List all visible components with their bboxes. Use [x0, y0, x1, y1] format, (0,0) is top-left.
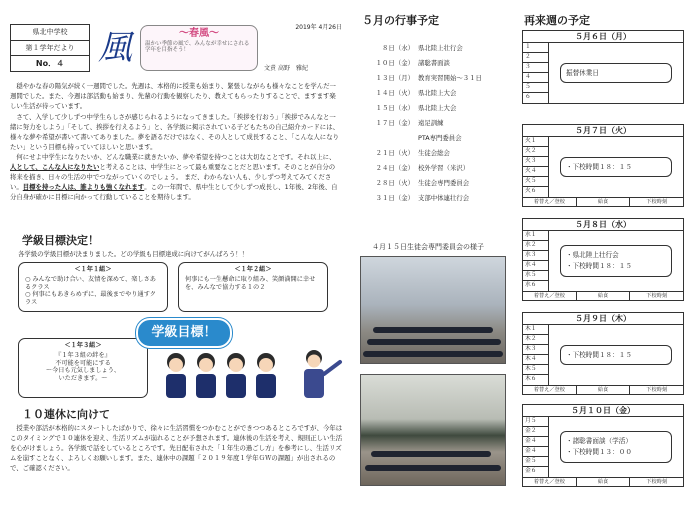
committee-photo-1 — [360, 256, 506, 364]
event-name: 教育実習開始～３１日 — [418, 73, 482, 82]
photo-caption: ４月１５日生徒会専門委員会の様子 — [372, 243, 484, 251]
footer-cell: 下校時刻 — [646, 387, 668, 393]
theme-box — [140, 25, 258, 71]
theme-title: ～春風～ — [179, 28, 219, 39]
intro-paragraph-1: 穏やかな春の陽気が続く一週間でした。先週は、本格的に授業も始まり、緊張しながらも様々なことを学んだ一週間でした。また、今週は部活動も始まり、先輩の行動を観察したり、教えてもらったりすることで、ますます楽しい生活が待っています。 — [10, 82, 336, 110]
period-cell: 水２ — [523, 241, 548, 251]
class3-goal-head: ＜１年３組＞ — [64, 342, 102, 349]
period-cell: 水６ — [525, 282, 537, 289]
period-cell: 火１ — [523, 137, 548, 147]
event-date: １４日（火） — [375, 88, 414, 97]
period-cell: ４ — [523, 73, 548, 83]
goals-subtitle: 各学級の学級目標が決まりました。どの学級も目標達成に向けてがんばろう！！ — [18, 250, 249, 258]
event-item — [360, 55, 500, 70]
event-name: 校外学習（米沢） — [418, 163, 470, 172]
weekly-title: 再来週の予定 — [524, 14, 590, 27]
intro-p3e: 。この一年間で、県中生として少しずつ成長し、1年後、2年後、自分自身が確かに目標に向かって行動していることを期待します。 — [10, 183, 338, 202]
class3-goal-box — [18, 338, 148, 398]
event-date: １５日（水） — [375, 103, 414, 112]
intro-article — [10, 82, 340, 204]
period-cell: 木２ — [523, 335, 548, 345]
event-date: １７日（金） — [375, 118, 414, 127]
renkyu-text: 授業や部活が本格的にスタートしたばかりで、徐々に生活習慣をつかむことができつつあるところですが、今年はこのタイミングで１０連休を迎え、生活リズムが崩れることが予想されます。連休後の生活を考え、規則正しい生活を心がけましょう。各学級で話をしているところです。先日配布された「１年生の過ごし方」を参考にし、生活リズムを崩すことなく、よろしくお願いします。また、連休中の課題「２０１９年度１学年ＧＷの課題」が出されるので、ご確認ください。 — [10, 424, 343, 472]
footer-cell: 下校時刻 — [646, 479, 668, 485]
event-name: 支部中体連壮行会 — [418, 193, 470, 202]
period-cell: 木１ — [523, 325, 548, 335]
footer-cell: 給食 — [577, 292, 631, 300]
period-cell: 金２ — [523, 427, 548, 437]
footer-cell: 下校時刻 — [646, 199, 668, 205]
period-cell: 金５ — [523, 457, 548, 467]
day-note: ・下校時間１８：１５ — [560, 157, 672, 178]
class1-goal-box — [18, 262, 168, 312]
event-item — [360, 85, 500, 100]
class2-goal-box — [178, 262, 328, 312]
day-schedule — [522, 404, 684, 487]
footer-cell: 下校時刻 — [646, 293, 668, 299]
class2-goal-head: ＜１年２組＞ — [234, 266, 272, 273]
newsletter-name: 第１学年だより — [11, 41, 89, 57]
period-cell: ６ — [525, 94, 531, 101]
event-name: 生徒会専門委員会 — [418, 178, 470, 187]
author-line — [264, 65, 342, 73]
masthead-box — [10, 24, 90, 72]
photo-students-row — [367, 339, 501, 345]
intro-p3c: と考えることは、中学生にとって最も重要なことだと思います。そのことが自分の将来を描き、日々の生活の中でつながっていくのでしょう。 まだ、わからない人も、少しずつ考えてみてください。 — [10, 163, 336, 192]
period-cell: ５ — [523, 83, 548, 93]
footer-cell: 給食 — [577, 198, 631, 206]
period-cell: 木５ — [523, 365, 548, 375]
renkyu-article — [10, 424, 346, 474]
theme-text: 温かい季節の風で、みんなが幸せにされる学年を目指そう！ — [145, 40, 250, 54]
period-cell: ２ — [523, 53, 548, 63]
header-meta — [258, 24, 342, 72]
period-cell: 火２ — [523, 147, 548, 157]
issue-number: No．４ — [35, 58, 65, 68]
committee-photo-2 — [360, 374, 506, 486]
day-schedule — [522, 30, 684, 104]
intro-emphasis-1: 人として、こんな人になりたい — [10, 163, 100, 172]
footer-cell: 着替え／登校 — [523, 292, 577, 300]
logo-kaze: 風 — [98, 27, 132, 68]
events-title: ５月の行事予定 — [362, 14, 439, 27]
day-note: ・下校時間１８：１５ — [560, 345, 672, 366]
day-schedule — [522, 218, 684, 301]
event-date: ８日（水） — [382, 43, 414, 52]
photo-students-row — [365, 465, 501, 471]
intro-paragraph-2: さて、入学して少しずつ中学生らしさが感じられるようになってきました。「挨拶を行おう」「挨拶でみんなと一緒に努力をしよう」「そして、挨拶を行えるよう」と、各学級に掲示されている子どもたちの自己紹介カードには、様々な夢や希望が書いて書いてありました。夢を語るだけではなく、その人として成長すること、「こんな人になりたい」という目標も持っていてほしいと思います。 — [10, 112, 339, 151]
event-date: １３日（月） — [375, 73, 414, 82]
day-header: ５月８日（水） — [523, 219, 683, 231]
newsletter-header — [10, 24, 342, 72]
day-note: ・諸聡書面談（学活） ・下校時間１３：００ — [560, 431, 672, 462]
intro-emphasis-2: 目標を持った人は、誰よりも強くなれます — [22, 183, 145, 192]
event-item — [360, 175, 500, 190]
photo-students-row — [373, 327, 493, 333]
event-item — [360, 190, 500, 205]
goals-title: 学級目標決定！ — [22, 234, 99, 247]
author-label: 文責 — [264, 64, 277, 72]
class-goal-badge: 学級目標！ — [136, 318, 232, 348]
period-cell: 水４ — [523, 261, 548, 271]
event-item — [360, 145, 500, 160]
event-item — [360, 160, 500, 175]
period-cell: 金６ — [525, 468, 537, 475]
day-header: ５月７日（火） — [523, 125, 683, 137]
day-schedule — [522, 312, 684, 395]
event-date: ３１日（金） — [375, 193, 414, 202]
footer-cell: 給食 — [577, 478, 631, 486]
period-cell: 木４ — [523, 355, 548, 365]
class3-goal-text: 『１年３組の絆を』 不可能を可能にする ～今日も元気しましょう、 いただきます。～ — [45, 351, 121, 382]
period-cell: 木３ — [523, 345, 548, 355]
day-header: ５月９日（木） — [523, 313, 683, 325]
period-cell: 火３ — [523, 157, 548, 167]
student-figures-icon — [166, 350, 340, 398]
author-name: 高野 雅紀 — [277, 64, 308, 72]
intro-paragraph-3 — [10, 153, 340, 203]
period-cell: １ — [523, 43, 548, 53]
period-cell: 月５ — [523, 417, 548, 427]
footer-cell: 着替え／登校 — [523, 478, 577, 486]
event-name: 遠足訓練 — [418, 118, 444, 127]
photo-students-row — [371, 451, 491, 457]
event-date: ２４日（金） — [375, 163, 414, 172]
event-name: 県北陸上大会 — [418, 103, 457, 112]
event-date: １０日（金） — [375, 58, 414, 67]
day-header: ５月６日（月） — [523, 31, 683, 43]
event-name: 諸聡書面談 — [418, 58, 450, 67]
event-date: ２１日（火） — [375, 148, 414, 157]
day-schedule — [522, 124, 684, 207]
event-name: 県北陸上大会 — [418, 88, 457, 97]
period-cell: 火６ — [525, 188, 537, 195]
period-cell: 水５ — [523, 271, 548, 281]
period-cell: 火４ — [523, 167, 548, 177]
photo-students-row — [363, 351, 503, 357]
period-cell: 水１ — [523, 231, 548, 241]
period-cell: 水３ — [523, 251, 548, 261]
footer-cell: 着替え／登校 — [523, 198, 577, 206]
intro-p3a: 何にせよ中学生になりたいか、どんな職業に就きたいか、夢や希望を持つことは大切なことです。それ以上に、 — [16, 153, 336, 162]
footer-cell: 給食 — [577, 386, 631, 394]
period-cell: ３ — [523, 63, 548, 73]
event-name: PTA専門委員会 — [418, 133, 462, 142]
day-header: ５月１０日（金） — [523, 405, 683, 417]
class1-goal-text: ○ みんなで助け合い、友情を深めて、楽しさあるクラス ○ 何事にもあきらめずに、最後までやり通すクラス — [25, 275, 156, 306]
event-item — [360, 40, 500, 55]
event-item — [360, 100, 500, 115]
event-date: ２８日（火） — [375, 178, 414, 187]
students-illustration — [150, 348, 350, 400]
period-cell: 金４ — [523, 447, 548, 457]
events-list — [360, 40, 500, 205]
period-cell: 金４ — [523, 437, 548, 447]
renkyu-title: １０連休に向けて — [22, 408, 110, 421]
period-cell: 火５ — [523, 177, 548, 187]
event-name: 県北陸上壮行会 — [418, 43, 463, 52]
event-item — [360, 70, 500, 85]
footer-cell: 着替え／登校 — [523, 386, 577, 394]
day-note: 振替休業日 — [560, 63, 672, 84]
day-note: ・県北陸上壮行会 ・下校時間１８：１５ — [560, 245, 672, 276]
issue-date: 2019年 4月26日 — [295, 24, 342, 31]
period-cell: 木６ — [525, 376, 537, 383]
event-item — [360, 115, 500, 130]
event-item — [360, 130, 500, 145]
class2-goal-text: 何事にも一生懸命に取り組み、笑顔満開に幸せを、みんなで協力する１の２ — [185, 275, 316, 291]
event-name: 生徒会総会 — [418, 148, 450, 157]
class1-goal-head: ＜１年１組＞ — [74, 266, 112, 273]
school-name: 県北中学校 — [11, 25, 89, 41]
